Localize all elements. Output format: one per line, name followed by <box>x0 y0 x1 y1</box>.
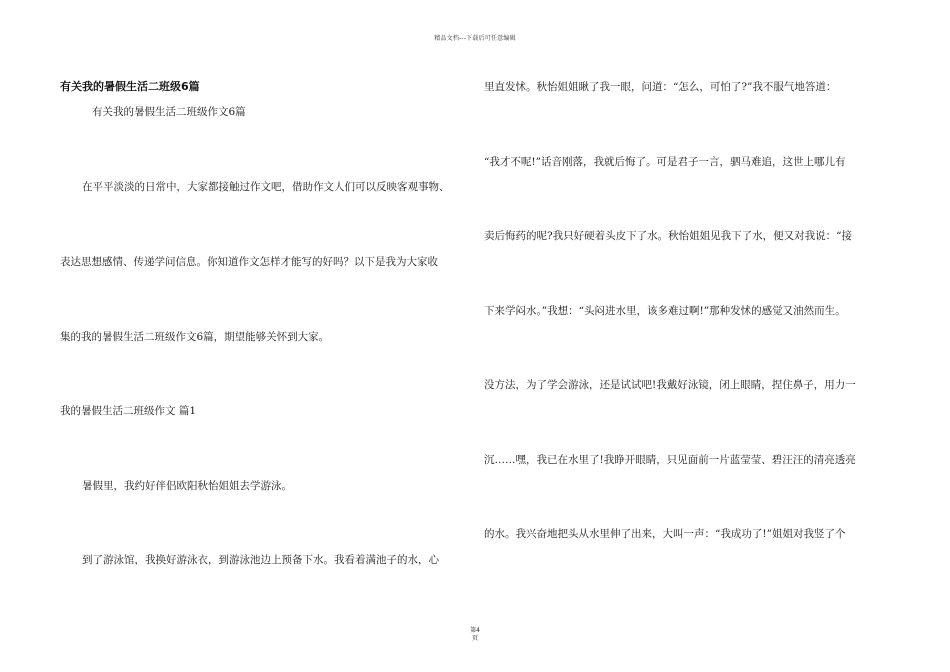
paragraph-line: 集的我的暑假生活二班级作文6篇，期望能够关怀到大家。 <box>60 331 330 343</box>
article-title: 有关我的暑假生活二班级6篇 <box>60 80 200 93</box>
paragraph-line: 里直发怵。秋怡姐姐瞅了我一眼，问道：“怎么，可怕了?”我不服气地答道： <box>484 81 837 93</box>
paragraph-line: “我才不呢!”话音刚落，我就后悔了。可是君子一言，驷马难追，这世上哪儿有 <box>484 156 846 168</box>
paragraph-line: 的水。我兴奋地把头从水里伸了出来，大叫一声：“我成功了!”姐姐对我竖了个 <box>484 528 846 540</box>
paragraph-line: 表达思想感情、传递学问信息。你知道作文怎样才能写的好吗？以下是我为大家收 <box>60 256 438 268</box>
page-number-unit: 页 <box>471 635 478 642</box>
paragraph-line: 卖后悔药的呢?我只好硬着头皮下了水。秋怡姐姐见我下了水，便又对我说：“接 <box>484 230 852 242</box>
section-heading: 我的暑假生活二班级作文 篇1 <box>60 405 197 417</box>
paragraph-line: 没方法，为了学会游泳，还是试试吧!我戴好泳镜，闭上眼睛，捏住鼻子，用力一 <box>484 379 856 391</box>
paragraph-line: 暑假里，我约好伴侣欧阳秋怡姐姐去学游泳。 <box>82 480 292 492</box>
paragraph-line: 到了游泳馆，我换好游泳衣，到游泳池边上预备下水。我看着满池子的水，心 <box>82 554 439 566</box>
paragraph-line: 下来学闷水。”我想：“头闷进水里，该多难过啊!”那种发怵的感觉又油然而生。 <box>484 305 846 317</box>
paragraph-line: 在平平淡淡的日常中，大家都接触过作文吧，借助作文人们可以反映客观事物、 <box>82 181 450 193</box>
page-number <box>0 627 950 643</box>
subtitle-line: 有关我的暑假生活二班级作文6篇 <box>92 106 246 118</box>
paragraph-line: 沉……嘿，我已在水里了!我睁开眼睛，只见面前一片蓝莹莹、碧汪汪的清亮透亮 <box>484 454 856 466</box>
page-number-line: 第4 <box>470 627 480 634</box>
page-header: 精品文档---下载后可任意编辑 <box>434 35 516 42</box>
